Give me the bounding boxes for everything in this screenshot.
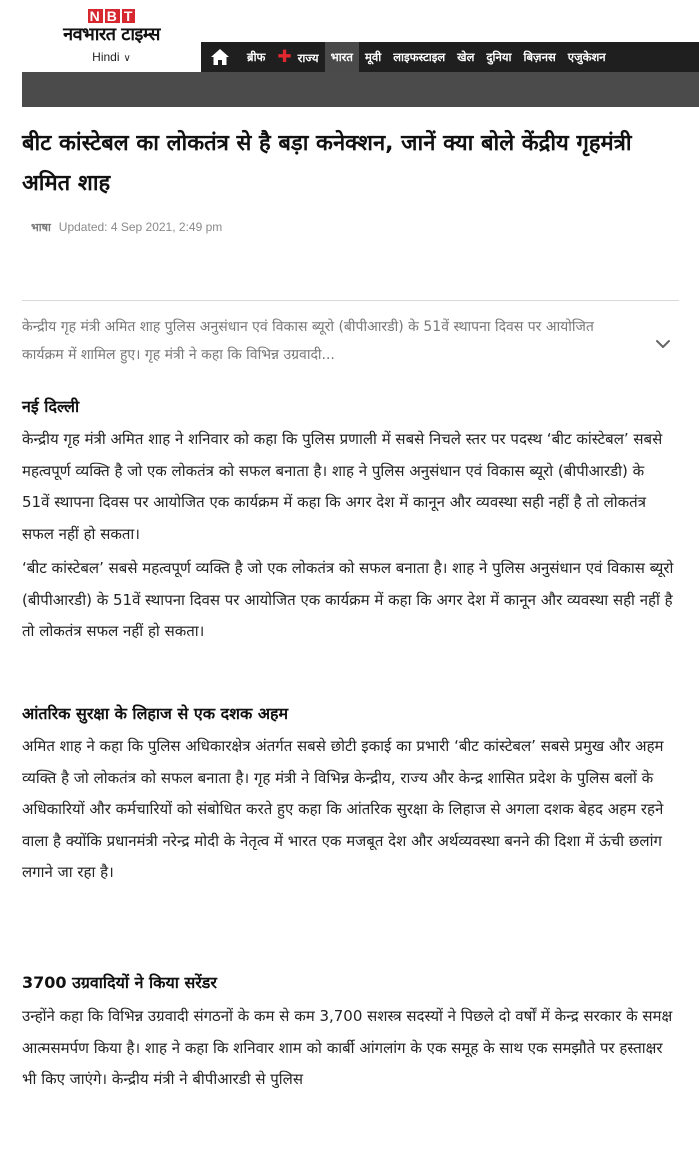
nav-item-label: खेल	[457, 50, 475, 64]
edition-selector[interactable]	[22, 50, 201, 64]
nav-item-sports[interactable]	[451, 42, 480, 72]
chevron-down-icon[interactable]	[652, 333, 674, 355]
nav-item-label: राज्य	[297, 51, 319, 65]
paragraph: केन्द्रीय गृह मंत्री अमित शाह ने शनिवार को कहा कि पुलिस प्रणाली में सबसे निचले स्तर पर पदस्थ ‘बीट कांस्टेबल’ सबसे महत्वपूर्ण व्यक्ति है जो एक लोकतंत्र को सफल बनाता है। शाह ने पुलिस अनुसंधान एवं विकास ब्यूरो (बीपीआरडी) के 51वें स्थापना दिवस पर आयोजित एक कार्यक्रम में कहा कि अगर देश में कानून और व्यवस्था सही नहीं है तो लोकतंत्र सफल नहीं हो सकता।	[22, 430, 663, 543]
paragraph: उन्होंने कहा कि विभिन्न उग्रवादी संगठनों के कम से कम 3,700 सशस्त्र सदस्यों ने पिछले दो वर्षों में केन्द्र सरकार के समक्ष आत्मसमर्पण किया है। शाह ने कहा कि शनिवार शाम को कार्बी आंगलांग के एक समूह के साथ एक समझौते पर हस्ताक्षर भी किए जाएंगे। केन्द्रीय मंत्री ने बीपीआरडी से पुलिस	[22, 1007, 673, 1088]
nav-item-label: एजुकेशन	[567, 50, 606, 64]
agency-name[interactable]: भाषा	[31, 221, 51, 234]
nav-item-label: मूवी	[364, 50, 382, 64]
divider	[22, 300, 679, 301]
ad-banner-placeholder	[22, 72, 699, 107]
nav-item-label: ब्रीफ	[247, 50, 266, 64]
article-summary: केन्द्रीय गृह मंत्री अमित शाह पुलिस अनुसंधान एवं विकास ब्यूरो (बीपीआरडी) के 51वें स्थापना दिवस पर आयोजित कार्यक्रम में शामिल हुए। गृह मंत्री ने कहा कि विभिन्न उग्रवादी...	[22, 319, 594, 363]
updated-time: Updated: 4 Sep 2021, 2:49 pm	[58, 220, 223, 234]
plus-icon: ✚	[277, 47, 292, 67]
article-headline: बीट कांस्टेबल का लोकतंत्र से है बड़ा कनेक्शन, जानें क्या बोले केंद्रीय गृहमंत्री अमित शाह	[22, 131, 632, 196]
nav-item-world[interactable]	[480, 42, 517, 72]
edition-label: Hindi	[92, 50, 120, 64]
nav-item-label: दुनिया	[486, 50, 512, 64]
nav-item-label: भारत	[330, 50, 353, 64]
dateline: नई दिल्ली	[22, 397, 80, 416]
nav-item-label: बिज़नस	[523, 50, 556, 64]
nav-item-state[interactable]	[271, 42, 324, 72]
nav-item-business[interactable]	[518, 42, 562, 72]
logo-text: नवभारत टाइम्स	[63, 24, 160, 45]
logo-letter: N	[89, 8, 101, 24]
logo-letter: T	[123, 8, 134, 24]
chevron-down-icon: ∨	[123, 53, 131, 64]
paragraph: अमित शाह ने कहा कि पुलिस अधिकारक्षेत्र अंतर्गत सबसे छोटी इकाई का प्रभारी ‘बीट कांस्टेबल’ सबसे प्रमुख और अहम व्यक्ति है जो लोकतंत्र को सफल बनाता है। गृह मंत्री ने विभिन्न केन्द्रीय, राज्य और केन्द्र शासित प्रदेश के पुलिस बलों के अधिकारियों और कर्मचारियों को संबोधित करते हुए कहा कि आंतरिक सुरक्षा के लिहाज से अगला दशक बेहद अहम रहने वाला है क्योंकि प्रधानमंत्री नरेन्द्र मोदी के नेतृत्व में भारत एक मजबूत देश और अर्थव्यवस्था बनने की दिशा में ऊंची छलांग लगाने जा रहा है।	[22, 737, 664, 881]
home-button[interactable]	[205, 45, 235, 69]
nav-item-lifestyle[interactable]	[387, 42, 451, 72]
logo-letter: B	[106, 8, 118, 24]
main-nav	[201, 42, 699, 72]
nav-item-education[interactable]	[562, 42, 612, 72]
section-heading: आंतरिक सुरक्षा के लिहाज से एक दशक अहम	[22, 704, 289, 723]
nav-item-label: लाइफस्टाइल	[393, 50, 446, 64]
home-icon	[210, 48, 230, 66]
article-byline	[31, 220, 222, 235]
section-heading: 3700 उग्रवादियों ने किया सरेंडर	[22, 973, 217, 992]
nav-item-india[interactable]	[325, 42, 359, 72]
nav-item-movie[interactable]	[359, 42, 387, 72]
paragraph: ‘बीट कांस्टेबल’ सबसे महत्वपूर्ण व्यक्ति है जो एक लोकतंत्र को सफल बनाता है। शाह ने पुलिस अनुसंधान एवं विकास ब्यूरो (बीपीआरडी) के 51वें स्थापना दिवस पर आयोजित एक कार्यक्रम में कहा कि अगर देश में कानून और व्यवस्था सही नहीं है तो लोकतंत्र सफल नहीं हो सकता।	[22, 559, 674, 640]
nav-items	[241, 42, 612, 72]
nav-item-brief[interactable]	[241, 42, 271, 72]
site-logo[interactable]	[22, 0, 201, 72]
site-header	[0, 0, 699, 107]
